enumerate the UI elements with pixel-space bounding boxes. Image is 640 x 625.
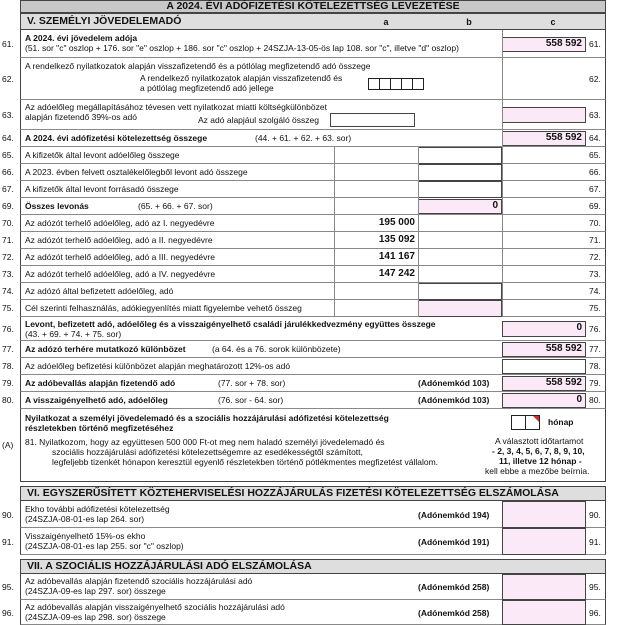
- value-cell-b[interactable]: [418, 164, 502, 181]
- row-65: [0, 147, 640, 164]
- row-77: [0, 341, 640, 358]
- value-cell-b[interactable]: [418, 147, 502, 164]
- row-70: [0, 215, 640, 232]
- row-76: [0, 317, 640, 341]
- form-title: A 2024. ÉVI ADÓFIZETÉSI KÖTELEZETTSÉG LEVEZETÉSE: [20, 0, 606, 13]
- row-67: [0, 181, 640, 198]
- row-number: 69.: [2, 201, 14, 211]
- declaration-text-2: szociális hozzájárulási adófizetési kötelezettségemre az esedékességtől számított,: [52, 447, 363, 457]
- tax-code: (Adónemkód 258): [418, 608, 490, 618]
- row-label: Az adózó terhére mutatkozó különbözet: [25, 344, 186, 354]
- row-label: Az adóelőleg befizetési különbözet alapján meghatározott 12%-os adó: [25, 361, 291, 371]
- row-sublabel: alapján fizetendő 39%-os adó: [25, 112, 137, 122]
- row-number-right: 73.: [589, 269, 601, 279]
- row-number: 71.: [2, 235, 14, 245]
- section-v-title: V. SZEMÉLYI JÖVEDELEMADÓ: [27, 15, 182, 27]
- row-number-right: 77.: [589, 344, 601, 354]
- row-78: [0, 358, 640, 375]
- row-number: 67.: [2, 184, 14, 194]
- row-73: [0, 266, 640, 283]
- row-72: [0, 249, 640, 266]
- row-number-right: 72.: [589, 252, 601, 262]
- row-label: Cél szerinti felhasználás, adókiegyenlítés miatt figyelembe vehető összeg: [25, 303, 302, 313]
- column-b-header: b: [466, 17, 472, 27]
- value-cell-b[interactable]: [418, 300, 502, 317]
- tax-code: (Adónemkód 191): [418, 537, 490, 547]
- row-sublabel: (24SZJA-09-es lap 298. sor) összege: [25, 612, 166, 622]
- row-number-right: 76.: [589, 324, 601, 334]
- row-number: 70.: [2, 218, 14, 228]
- row-label: Levont, befizetett adó, adóelőleg és a visszaigényelhető családi járulékkedvezmény együttes összege: [25, 319, 436, 329]
- tax-code: (Adónemkód 194): [418, 510, 490, 520]
- value-cell-a[interactable]: 195 000: [378, 217, 415, 228]
- row-number-right: 80.: [589, 395, 601, 405]
- value-cell-c[interactable]: [502, 501, 586, 528]
- row-number: 95.: [2, 582, 14, 592]
- row-number: 80.: [2, 395, 14, 405]
- row-75: [0, 300, 640, 317]
- row-number-right: 75.: [589, 303, 601, 313]
- row-label: Az adóbevallás alapján fizetendő adó: [25, 378, 176, 388]
- row-number: 79.: [2, 378, 14, 388]
- row-label: Ekho további adófizetési kötelezettség: [25, 504, 170, 514]
- row-number-right: 90.: [589, 510, 601, 520]
- row-formula: (76. sor - 64. sor): [218, 395, 284, 405]
- row-number: (A): [2, 440, 14, 450]
- declaration-text-3: legfeljebb tizenkét hónapon keresztül egyenlő részletekben történő pótlékmentes megfizetést vállalom.: [52, 457, 439, 467]
- row-number-right: 78.: [589, 361, 601, 371]
- value-cell-c[interactable]: 558 592: [502, 37, 586, 52]
- value-cell-c[interactable]: [502, 107, 586, 123]
- row-sublabel: (24SZJA-09-es lap 297. sor) összege: [25, 586, 166, 596]
- month-label: hónap: [548, 417, 574, 427]
- value-cell-c[interactable]: 0: [502, 321, 586, 337]
- row-formula: (43. + 69. + 74. + 75. sor): [25, 329, 122, 339]
- section-vi-title: VI. EGYSZERŰSÍTETT KÖZTEHERVISELÉSI HOZZÁJÁRULÁS FIZETÉSI KÖTELEZETTSÉG ELSZÁMOLÁSA: [27, 487, 559, 499]
- month-options: - 2, 3, 4, 5, 6, 7, 8, 9, 10,: [492, 446, 585, 456]
- row-label: Az adózót terhelő adóelőleg, adó az I. negyedévre: [25, 218, 215, 228]
- month-note: A választott időtartamot: [495, 436, 584, 446]
- row-number: 74.: [2, 286, 14, 296]
- row-number-right: 66.: [589, 167, 601, 177]
- row-63: [0, 100, 640, 130]
- row-96: [0, 600, 640, 625]
- row-number-right: 64.: [589, 133, 601, 143]
- section-vi-header: [20, 486, 606, 501]
- month-digit-box[interactable]: [525, 415, 540, 430]
- row-label: Az adóbevallás alapján fizetendő szociális hozzájárulási adó: [25, 576, 253, 586]
- row-label: A 2024. évi jövedelem adója: [25, 33, 138, 43]
- row-number-right: 61.: [589, 39, 601, 49]
- row-label: A 2024. évi adófizetési kötelezettség összege: [25, 133, 208, 143]
- row-number-right: 91.: [589, 537, 601, 547]
- row-number: 72.: [2, 252, 14, 262]
- row-label: Visszaigényelhető 15%-os ekho: [25, 531, 146, 541]
- value-cell-b[interactable]: [418, 283, 502, 300]
- month-note-2: kell ebbe a mezőbe beírnia.: [485, 466, 590, 476]
- tax-code: (Adónemkód 258): [418, 582, 490, 592]
- character-box[interactable]: [412, 78, 424, 90]
- row-label: A kifizetők által levont adóelőleg összege: [25, 150, 180, 160]
- row-label: A kifizetők által levont forrásadó összege: [25, 184, 179, 194]
- row-66: [0, 164, 640, 181]
- row-label: A visszaigényelhető adó, adóelőleg: [25, 395, 168, 405]
- row-62: [0, 58, 640, 100]
- row-label: Az adóbevallás alapján visszaigényelhető szociális hozzájárulási adó: [25, 602, 285, 612]
- row-number: 76.: [2, 324, 14, 334]
- row-label: Az adóelőleg megállapításához tévesen vett nyilatkozat miatti költségkülönbözet: [25, 102, 327, 112]
- row-number-right: 63.: [589, 110, 601, 120]
- row-formula: (65. + 66. + 67. sor): [138, 201, 213, 211]
- section-v-header: [20, 13, 606, 30]
- value-cell-a[interactable]: 135 092: [378, 234, 415, 245]
- row-number-right: 74.: [589, 286, 601, 296]
- row-number-right: 67.: [589, 184, 601, 194]
- row-label: Az adózót terhelő adóelőleg, adó a II. negyedévre: [25, 235, 213, 245]
- column-divider: [334, 147, 335, 317]
- row-number: 90.: [2, 510, 14, 520]
- row-number: 78.: [2, 361, 14, 371]
- column-divider: [418, 147, 419, 317]
- row-number: 96.: [2, 608, 14, 618]
- row-number: 73.: [2, 269, 14, 279]
- value-cell-c[interactable]: 0: [502, 393, 586, 408]
- value-cell-c[interactable]: 558 592: [502, 376, 586, 391]
- tax-code: (Adónemkód 103): [418, 395, 490, 405]
- tax-code: (Adónemkód 103): [418, 378, 490, 388]
- row-number: 91.: [2, 537, 14, 547]
- row-number-right: 95.: [589, 582, 601, 592]
- value-cell-a[interactable]: 147 242: [378, 268, 415, 279]
- row-number: 61.: [2, 39, 14, 49]
- row-79: [0, 375, 640, 392]
- column-c-header: c: [550, 17, 556, 27]
- row-80: [0, 392, 640, 409]
- row-number-right: 96.: [589, 608, 601, 618]
- value-cell-c[interactable]: [502, 528, 586, 555]
- row-sublabel: (24SZJA-08-01-es lap 255. sor "c" oszlop): [25, 541, 184, 551]
- row-74: [0, 283, 640, 300]
- row-label: Az adózót terhelő adóelőleg, adó a III. negyedévre: [25, 252, 215, 262]
- row-formula: (44. + 61. + 62. + 63. sor): [255, 133, 352, 143]
- column-divider: [502, 30, 503, 317]
- row-number: 64.: [2, 133, 14, 143]
- row-sublabel: A rendelkező nyilatkozatok alapján visszafizetendő és: [140, 73, 343, 83]
- month-digit-box[interactable]: [511, 415, 526, 430]
- row-number: 75.: [2, 303, 14, 313]
- row-number: 62.: [2, 74, 14, 84]
- value-cell-c[interactable]: [502, 574, 586, 600]
- row-formula: (77. sor + 78. sor): [218, 378, 286, 388]
- row-label: Az adózót terhelő adóelőleg, adó a IV. negyedévre: [25, 269, 216, 279]
- row-number-right: 71.: [589, 235, 601, 245]
- section-vii-header: [20, 559, 606, 574]
- corner-flag-icon: [526, 416, 539, 429]
- row-90: [0, 501, 640, 528]
- value-cell-c[interactable]: 558 592: [502, 342, 586, 357]
- declaration-text: 81. Nyilatkozom, hogy az együttesen 500 000 Ft-ot meg nem haladó személyi jövedelemadó és: [25, 437, 385, 447]
- row-61: [0, 30, 640, 58]
- section-vii-title: VII. A SZOCIÁLIS HOZZÁJÁRULÁSI ADÓ ELSZÁMOLÁSA: [27, 560, 312, 572]
- base-amount-label: Az adó alapjául szolgáló összeg: [198, 115, 319, 125]
- row-number: 65.: [2, 150, 14, 160]
- row-sublabel: (24SZJA-08-01-es lap 264. sor): [25, 514, 145, 524]
- row-95: [0, 574, 640, 600]
- value-cell-c[interactable]: [502, 600, 586, 625]
- declaration-heading-2: részletekben történő megfizetéséhez: [25, 423, 174, 433]
- row-number: 77.: [2, 344, 14, 354]
- row-number-right: 79.: [589, 378, 601, 388]
- row-a-declaration: [0, 409, 640, 482]
- row-number-right: 65.: [589, 150, 601, 160]
- value-cell-c[interactable]: [502, 359, 586, 374]
- row-number: 63.: [2, 110, 14, 120]
- row-number-right: 62.: [589, 74, 601, 84]
- value-cell-a[interactable]: 141 167: [378, 251, 415, 262]
- row-number-right: 69.: [589, 201, 601, 211]
- value-cell-c[interactable]: 558 592: [502, 131, 586, 146]
- base-amount-input[interactable]: [330, 113, 415, 127]
- row-91: [0, 528, 640, 555]
- month-options-2: 11, illetve 12 hónap -: [499, 456, 582, 466]
- row-number-right: 70.: [589, 218, 601, 228]
- row-label: Összes levonás: [25, 201, 89, 211]
- row-formula: (a 64. és a 76. sorok különbözete): [212, 344, 341, 354]
- value-cell-b[interactable]: 0: [418, 199, 502, 214]
- value-cell-b[interactable]: [418, 181, 502, 198]
- row-label: Az adózó által befizetett adóelőleg, adó: [25, 286, 174, 296]
- row-69: [0, 198, 640, 215]
- row-71: [0, 232, 640, 249]
- row-number: 66.: [2, 167, 14, 177]
- row-sublabel-2: a pótlólag megfizetendő adó jellege: [140, 83, 274, 93]
- row-label: A rendelkező nyilatkozatok alapján visszafizetendő és a pótlólag megfizetendő adó összege: [25, 61, 371, 71]
- row-label: A 2023. évben felvett osztalékelőlegből levont adó összege: [25, 167, 248, 177]
- declaration-heading: Nyilatkozat a személyi jövedelemadó és a szociális hozzájárulási adófizetési kötelezettség: [25, 413, 389, 423]
- column-a-header: a: [383, 17, 389, 27]
- row-64: [0, 130, 640, 147]
- row-sublabel: (51. sor "c" oszlop + 176. sor "e" oszlop + 186. sor "c" oszlop + 24SZJA-13-05-ös lap 108. sor "c", illetve "d" oszlop): [25, 43, 459, 53]
